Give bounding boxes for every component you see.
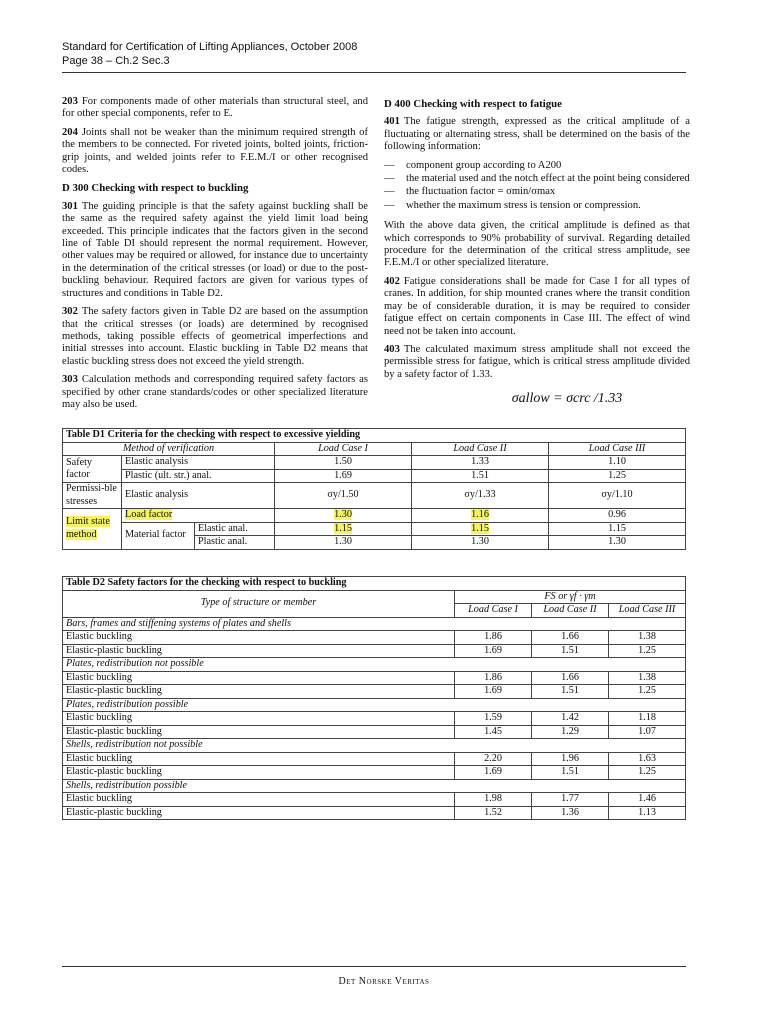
table-row: Elastic buckling 1.86 1.66 1.38 xyxy=(63,671,686,685)
table-row: Elastic-plastic buckling 1.69 1.51 1.25 xyxy=(63,766,686,780)
header-title: Standard for Certification of Lifting Appliances, October 2008 xyxy=(62,41,358,53)
table-row: Plastic anal. 1.30 1.30 1.30 xyxy=(63,536,686,550)
col-header: Load Case III xyxy=(549,442,686,456)
table-row: Elastic buckling 1.86 1.66 1.38 xyxy=(63,631,686,645)
col-header: Load Case III xyxy=(609,604,686,618)
para-401: 401 The fatigue strength, expressed as the critical amplitude of a fluctuating or alternating stress, shall be determined on the basis of the following information: xyxy=(384,116,690,153)
para-204: 204 Joints shall not be weaker than the minimum required strength of the members to be connected. For riveted joints, bolted joints, friction-grip joints, and welded joints refer to F.E.M./I or other recognised codes. xyxy=(62,126,368,176)
table-row: Safety factor Elastic analysis 1.50 1.33 1.10 xyxy=(63,456,686,470)
table-row: Elastic-plastic buckling 1.69 1.51 1.25 xyxy=(63,644,686,658)
para-403: 403 The calculated maximum stress amplitude shall not exceed the permissible stress for fatigue, which is critical stress amplitude divided by a safety factor of 1.33. xyxy=(384,343,690,380)
heading-d300: D 300 Checking with respect to buckling xyxy=(62,182,249,195)
right-column xyxy=(384,96,690,406)
table-row: Elastic-plastic buckling 1.69 1.51 1.25 xyxy=(63,685,686,699)
header-rule xyxy=(62,72,686,73)
table-row: Elastic buckling 1.98 1.77 1.46 xyxy=(63,793,686,807)
left-column xyxy=(62,96,368,417)
list-item: — whether the maximum stress is tension or compression. xyxy=(384,200,690,212)
col-header: Load Case I xyxy=(275,442,412,456)
page-footer: Det Norske Veritas xyxy=(338,976,430,987)
table-row: Plastic (ult. str.) anal. 1.69 1.51 1.25 xyxy=(63,469,686,483)
col-header: Load Case II xyxy=(412,442,549,456)
table-group-row: Plates, redistribution not possible xyxy=(63,658,686,672)
table-row: Limit state method Load factor 1.30 1.16 0.96 xyxy=(63,509,686,523)
table-group-row: Shells, redistribution not possible xyxy=(63,739,686,753)
table-row: Elastic buckling 1.59 1.42 1.18 xyxy=(63,712,686,726)
page-header xyxy=(62,40,357,68)
table-caption: Table D1 Criteria for the checking with respect to excessive yielding xyxy=(63,429,686,443)
table-group-row: Shells, redistribution possible xyxy=(63,779,686,793)
table-body xyxy=(63,617,686,820)
footer-rule xyxy=(62,966,686,967)
col-header: Type of structure or member xyxy=(63,590,455,617)
para-203: 203 For components made of other materials than structural steel, and for other special components, refer to E. xyxy=(62,96,368,120)
header-page: Page 38 – Ch.2 Sec.3 xyxy=(62,55,170,67)
col-header: Method of verification xyxy=(63,442,275,456)
table-row: Permissi-ble stresses Elastic analysis σy/1.50 σy/1.33 σy/1.10 xyxy=(63,483,686,509)
table-d2 xyxy=(62,576,686,820)
list-item: — the material used and the notch effect at the point being considered xyxy=(384,173,690,185)
para-303: 303 Calculation methods and corresponding required safety factors as specified by other crane standards/codes or other specialized literature may also be used. xyxy=(62,374,368,410)
table-row: Elastic-plastic buckling 1.45 1.29 1.07 xyxy=(63,725,686,739)
table-d1 xyxy=(62,428,686,550)
info-list xyxy=(384,160,690,213)
list-item: — the fluctuation factor = σmin/σmax xyxy=(384,186,690,198)
col-header: Load Case II xyxy=(532,604,609,618)
para-301: 301 The guiding principle is that the safety against buckling shall be the same as the required safety against the yield limit load being exceeded. This principle indicates that the factors given in the second line of Table DI should represent the normal requirement. However, other values may be required or allowed, for instance due to uncertainty in the determination of the critical stresses (or load) or due to the post-buckling behaviour. Required factors are given for various types of structures and conditions in Table D2. xyxy=(62,200,368,299)
col-header: FS or γf · γm xyxy=(455,590,686,604)
table-caption: Table D2 Safety factors for the checking with respect to buckling xyxy=(63,577,686,591)
col-header: Load Case I xyxy=(455,604,532,618)
list-item: — component group according to A200 xyxy=(384,160,690,172)
fatigue-formula: σallow = σcrc /1.33 xyxy=(511,391,623,407)
para-with: With the above data given, the critical amplitude is defined as that which corresponds to 90% probability of survival. Regarding detailed procedure for the determination of the critical stress amplitude, see F.E.M./I or other specialized literature. xyxy=(384,220,690,269)
table-row: Elastic-plastic buckling 1.52 1.36 1.13 xyxy=(63,806,686,820)
heading-d400: D 400 Checking with respect to fatigue xyxy=(384,98,562,110)
table-group-row: Plates, redistribution possible xyxy=(63,698,686,712)
table-row: Elastic buckling 2.20 1.96 1.63 xyxy=(63,752,686,766)
para-402: 402 Fatigue considerations shall be made for Case I for all types of cranes. In addition, for ship mounted cranes where the transit condition may be of considerable duration, it is may be required to consider fatigue effect on certain components in Case III. The effect of wind need not be taken into account. xyxy=(384,275,690,337)
para-302: 302 The safety factors given in Table D2 are based on the assumption that the critical stresses (or loads) are determined by recognised methods, taking possible effects of geometrical imperfections and initial stresses into account. Elastic buckling in Table D2 means that elastic buckling stress does not exceed the yield strength. xyxy=(62,306,368,367)
table-row: Material factor Elastic anal. 1.15 1.15 1.15 xyxy=(63,522,686,536)
table-group-row: Bars, frames and stiffening systems of plates and shells xyxy=(63,617,686,631)
